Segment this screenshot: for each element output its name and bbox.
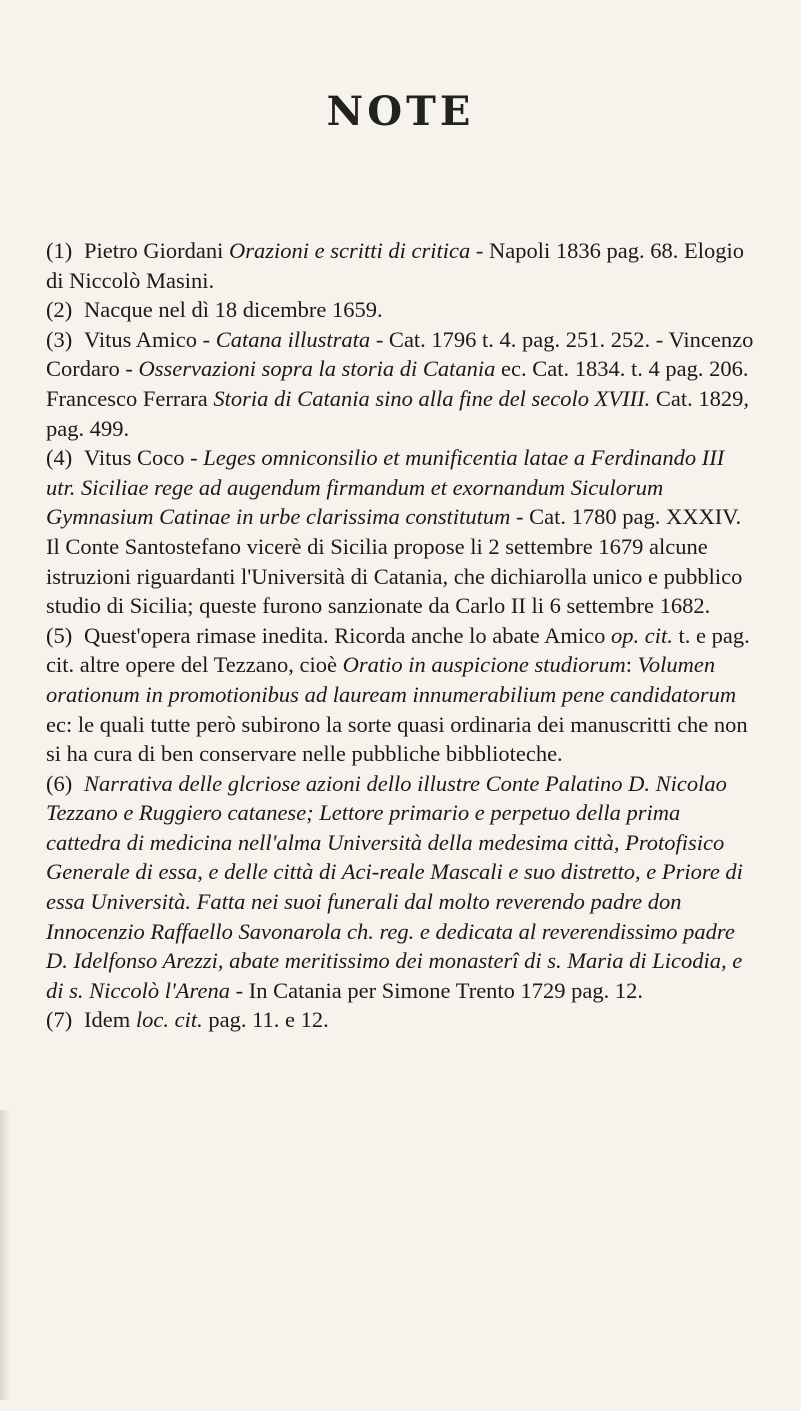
footnote-text: - Napoli 1836 pag. 68. Elogio di Niccolò Masini. [46,238,744,293]
footnote-text: - Cat. 1780 pag. XXXIV. Il Conte Santostefano vicerè di Sicilia propose li 2 settembre 1679 alcune istruzioni riguardanti l'Università di Catania, che dichiarolla unico e pubblico studio di Sicilia; queste furono sanzionate da Carlo II li 6 settembre 1682. [46,504,743,619]
footnote-text: t. e pag. cit. altre opere del Tezzano, cioè [46,622,750,678]
footnote-text: Vitus Amico - [84,326,216,352]
footnote-text: : [625,652,638,678]
footnote-text: Nacque nel dì 18 dicembre 1659. [84,297,383,323]
footnote-italic-text: Storia di Catania sino alla fine del secolo XVIII. [213,385,651,411]
footnote-number: (6) [46,770,73,796]
footnote [46,621,758,769]
footnote-text: Vitus Coco - [84,445,204,471]
footnote [46,769,758,1006]
footnote-text: Pietro Giordani [84,238,229,263]
footnote-text: ec: le quali tutte però subirono la sorte quasi ordinaria dei manuscritti che non si ha cura di ben conservare nelle pubbliche bibblioteche. [46,711,748,767]
footnote-number: (2) [46,297,73,323]
footnote [46,295,758,325]
footnote-number: (5) [46,622,73,648]
footnote-text: Quest'opera rimase inedita. Ricorda anche lo abate Amico [84,622,611,648]
page-gutter-shadow [0,1110,10,1400]
footnote-number: (3) [46,326,73,352]
footnote [46,236,758,295]
notes-list [46,236,758,1035]
page-title: NOTE [326,88,475,135]
footnote-italic-text: Leges omniconsilio et munificentia latae a Ferdinando III utr. Siciliae rege ad augendum firmandum et exornandum Siculorum Gymnasium Catinae in urbe clarissima constitutum [46,445,725,530]
footnote-text: pag. 11. e 12. [202,1007,329,1033]
footnote-italic-text: Oratio in auspicione studiorum [342,652,626,678]
footnote [46,325,758,443]
footnote-text: Idem [84,1007,136,1033]
footnote-text: ec. Cat. 1834. t. 4 pag. 206. Francesco Ferrara [46,356,749,411]
footnote [46,1005,758,1035]
footnote-number: (1) [46,238,73,263]
footnote [46,443,758,621]
footnote-italic-text: Osservazioni sopra la storia di Catania [138,356,496,382]
footnote-italic-text: Orazioni e scritti di critica [228,238,471,263]
footnote-number: (4) [46,445,73,471]
footnote-text: - Cat. 1796 t. 4. pag. 251. 252. - Vincenzo Cordaro - [46,326,754,382]
footnote-italic-text: Volumen orationum in promotionibus ad lauream innumerabilium pene candidatorum [46,652,737,707]
footnote-italic-text: loc. cit. [135,1007,203,1033]
footnote-text: Cat. 1829, pag. 499. [46,385,749,441]
footnote-number: (7) [46,1007,73,1033]
footnote-text: - In Catania per Simone Trento 1729 pag. 12. [229,977,644,1003]
footnote-italic-text: op. cit. [610,622,673,648]
footnote-italic-text: Catana illustrata [215,326,371,352]
footnote-italic-text: Narrativa delle glcriose azioni dello illustre Conte Palatino D. Nicolao Tezzano e Ruggiero catanese; Lettore primario e perpetuo della prima cattedra di medicina nell'alma Università della medesima città, Protofisico Generale di essa, e delle città di Aci-reale Mascali e suo distretto, e Priore di essa Università. Fatta nei suoi funerali dal molto reverendo padre don Innocenzio Raffaello Savonarola ch. reg. e dedicata al reverendissimo padre D. Idelfonso Arezzi, abate meritissimo dei monasterî di s. Maria di Licodia, e di s. Niccolò l'Arena [46,770,743,1003]
